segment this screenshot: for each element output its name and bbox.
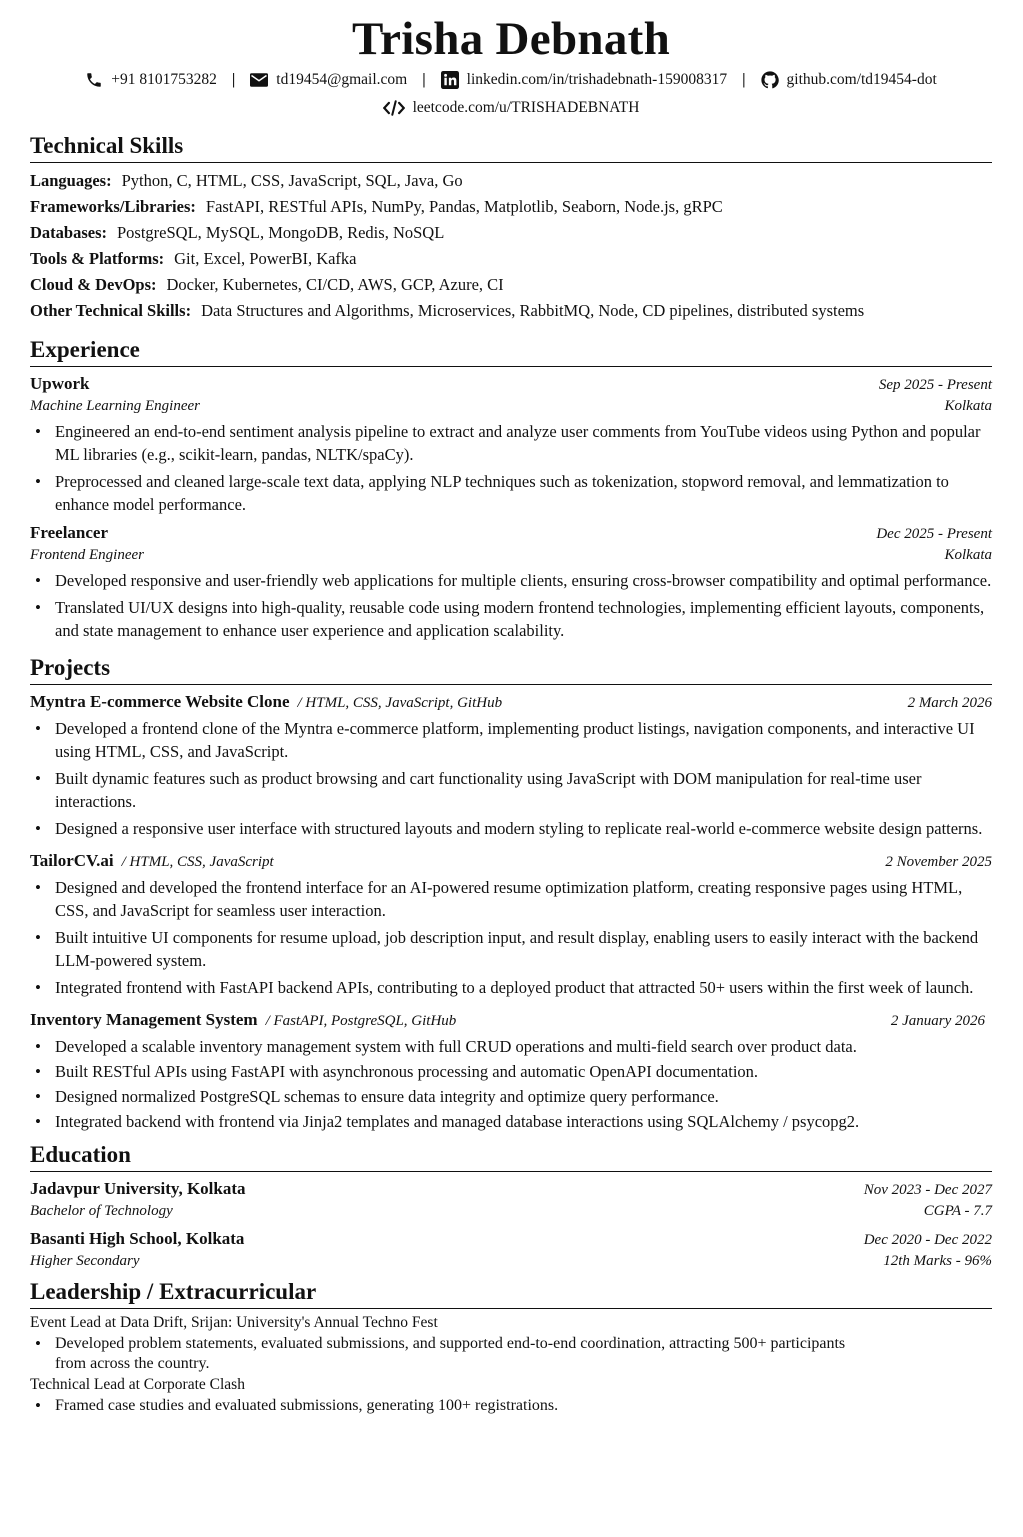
section-title-experience: Experience [30,336,992,367]
entry-header [30,522,992,545]
skill-row [30,246,992,272]
bullet-item: • Developed a scalable inventory management system with full CRUD operations and multi-field search over product data. [30,1035,992,1058]
skill-value: Docker, Kubernetes, CI/CD, AWS, GCP, Azure, CI [166,275,504,294]
skill-value: Data Structures and Algorithms, Microservices, RabbitMQ, Node, CD pipelines, distributed systems [201,301,865,320]
entry-date: Sep 2025 - Present [878,377,992,393]
project-title: TailorCV.ai [30,851,114,870]
skill-row [30,194,992,220]
skill-row [30,220,992,246]
bullet-list [30,1334,992,1374]
education-section [30,1141,992,1272]
entry-header [30,1228,992,1251]
section-title-skills: Technical Skills [30,132,992,163]
education-entry [30,1178,992,1222]
entry-date: Dec 2020 - Dec 2022 [863,1232,992,1248]
skill-key: Databases: [30,223,107,242]
bullet-item: • Developed a frontend clone of the Myntra e-commerce platform, implementing product listings, navigation components, and interactive UI using HTML, CSS, and JavaScript. [30,717,992,763]
phone-contact[interactable] [85,70,217,90]
bullet-item: • Developed responsive and user-friendly web applications for multiple clients, ensuring cross-browser compatibility and optimal performance. [30,569,992,592]
github-contact[interactable] [761,70,937,90]
project-date: 2 November 2025 [885,854,992,870]
skill-row [30,168,992,194]
bullet-item: • Engineered an end-to-end sentiment analysis pipeline to extract and analyze user comments from YouTube videos using Python and popular ML libraries (e.g., scikit-learn, pandas, NLTK/spaCy). [30,420,992,466]
bullet-list [30,876,992,999]
bullet-list [30,717,992,840]
skill-key: Other Technical Skills: [30,301,192,320]
contact-separator: | [231,71,236,88]
entry-subheader [30,396,992,417]
leetcode-text: leetcode.com/u/TRISHADEBNATH [412,99,640,116]
mail-icon [250,73,268,87]
entry-header [30,1178,992,1201]
project-date: 2 January 2026 [890,1013,985,1029]
skill-value: Git, Excel, PowerBI, Kafka [174,249,357,268]
project-tech: / HTML, CSS, JavaScript, GitHub [297,695,503,711]
bullet-item: • Framed case studies and evaluated submissions, generating 100+ registrations. [30,1396,992,1416]
project-header [30,850,992,873]
entry-date: Nov 2023 - Dec 2027 [863,1182,992,1198]
skill-key: Languages: [30,171,112,190]
linkedin-text: linkedin.com/in/trishadebnath-159008317 [466,71,728,88]
skills-section [30,132,992,324]
project-date: 2 March 2026 [907,695,992,711]
contact-row-2 [30,98,992,118]
project-header [30,1009,992,1032]
bullet-item: • Designed normalized PostgreSQL schemas to ensure data integrity and optimize query performance. [30,1085,992,1108]
contact-row [30,70,992,90]
skills-list [30,168,992,324]
bullet-list [30,1035,992,1133]
project-title: Inventory Management System [30,1010,258,1029]
bullet-item: • Built intuitive UI components for resume upload, job description input, and result display, enabling users to easily interact with the backend LLM-powered system. [30,926,992,972]
contact-separator: | [742,71,746,88]
education-entry [30,1228,992,1272]
entry-organization: Freelancer [30,523,109,542]
entry-role: Machine Learning Engineer [30,398,200,414]
entry-location: Kolkata [944,398,992,414]
section-title-education: Education [30,1141,992,1172]
leadership-role: Event Lead at Data Drift, Srijan: University's Annual Techno Fest [30,1314,438,1331]
linkedin-contact[interactable] [441,70,727,90]
bullet-list [30,420,992,516]
skill-value: Python, C, HTML, CSS, JavaScript, SQL, Java, Go [121,171,463,190]
skill-key: Frameworks/Libraries: [30,197,196,216]
projects-section [30,654,992,1133]
resume-header [30,10,992,118]
project-title: Myntra E-commerce Website Clone [30,692,290,711]
bullet-item: • Integrated frontend with FastAPI backend APIs, contributing to a deployed product that attracted 50+ users within the first week of launch. [30,976,992,999]
email-contact[interactable] [250,70,407,90]
candidate-name: Trisha Debnath [351,13,671,65]
project-tech: / HTML, CSS, JavaScript [121,854,274,870]
email-text: td19454@gmail.com [276,71,408,88]
entry-organization: Upwork [30,374,90,393]
bullet-item: • Developed problem statements, evaluated submissions, and supported end-to-end coordination, attracting 500+ participants from across the country. [30,1334,992,1374]
experience-entry [30,522,992,642]
phone-text: +91 8101753282 [111,71,217,88]
bullet-item: • Built RESTful APIs using FastAPI with asynchronous processing and automatic OpenAPI documentation. [30,1060,992,1083]
degree: Higher Secondary [30,1253,140,1269]
code-icon [383,100,405,116]
project-tech: / FastAPI, PostgreSQL, GitHub [265,1013,457,1029]
skill-row [30,298,992,324]
skill-row [30,272,992,298]
school-name: Basanti High School, Kolkata [30,1229,245,1248]
score: CGPA - 7.7 [923,1203,992,1219]
section-title-projects: Projects [30,654,992,685]
section-title-leadership: Leadership / Extracurricular [30,1278,992,1309]
leetcode-contact[interactable] [383,98,640,118]
experience-entry [30,373,992,516]
bullet-item: • Designed a responsive user interface with structured layouts and modern styling to replicate real-world e-commerce website design patterns. [30,817,992,840]
github-text: github.com/td19454-dot [786,71,937,88]
leadership-section [30,1278,992,1416]
linkedin-icon [441,71,459,89]
leadership-role: Technical Lead at Corporate Clash [30,1376,245,1393]
bullet-item: • Built dynamic features such as product browsing and cart functionality using JavaScript with DOM manipulation for real-time user interactions. [30,767,992,813]
school-name: Jadavpur University, Kolkata [30,1179,246,1198]
bullet-list [30,569,992,642]
entry-role: Frontend Engineer [30,547,145,563]
bullet-item: • Integrated backend with frontend via Jinja2 templates and managed database interactions using SQLAlchemy / psycopg2. [30,1110,992,1133]
skill-key: Tools & Platforms: [30,249,165,268]
skill-value: PostgreSQL, MySQL, MongoDB, Redis, NoSQL [117,223,445,242]
degree: Bachelor of Technology [30,1203,173,1219]
entry-subheader [30,1251,992,1272]
entry-header [30,373,992,396]
skill-key: Cloud & DevOps: [30,275,157,294]
entry-location: Kolkata [944,547,992,563]
contact-separator: | [422,71,426,88]
project-entry [30,691,992,840]
bullet-item: • Preprocessed and cleaned large-scale text data, applying NLP techniques such as tokenization, stopword removal, and lemmatization to enhance model performance. [30,470,992,516]
score: 12th Marks - 96% [883,1253,992,1269]
project-header [30,691,992,714]
entry-date: Dec 2025 - Present [876,526,992,542]
bullet-list [30,1396,992,1416]
phone-icon [85,71,103,89]
skill-value: FastAPI, RESTful APIs, NumPy, Pandas, Matplotlib, Seaborn, Node.js, gRPC [205,197,723,216]
github-icon [761,71,779,89]
entry-subheader [30,1201,992,1222]
experience-section [30,336,992,642]
project-entry [30,1009,992,1133]
bullet-item: • Designed and developed the frontend interface for an AI-powered resume optimization platform, creating responsive pages using HTML, CSS, and JavaScript for seamless user interaction. [30,876,992,922]
project-entry [30,850,992,999]
bullet-item: • Translated UI/UX designs into high-quality, reusable code using modern frontend technologies, implementing efficient layouts, components, and state management to enhance user experience and application scalability. [30,596,992,642]
entry-subheader [30,545,992,566]
